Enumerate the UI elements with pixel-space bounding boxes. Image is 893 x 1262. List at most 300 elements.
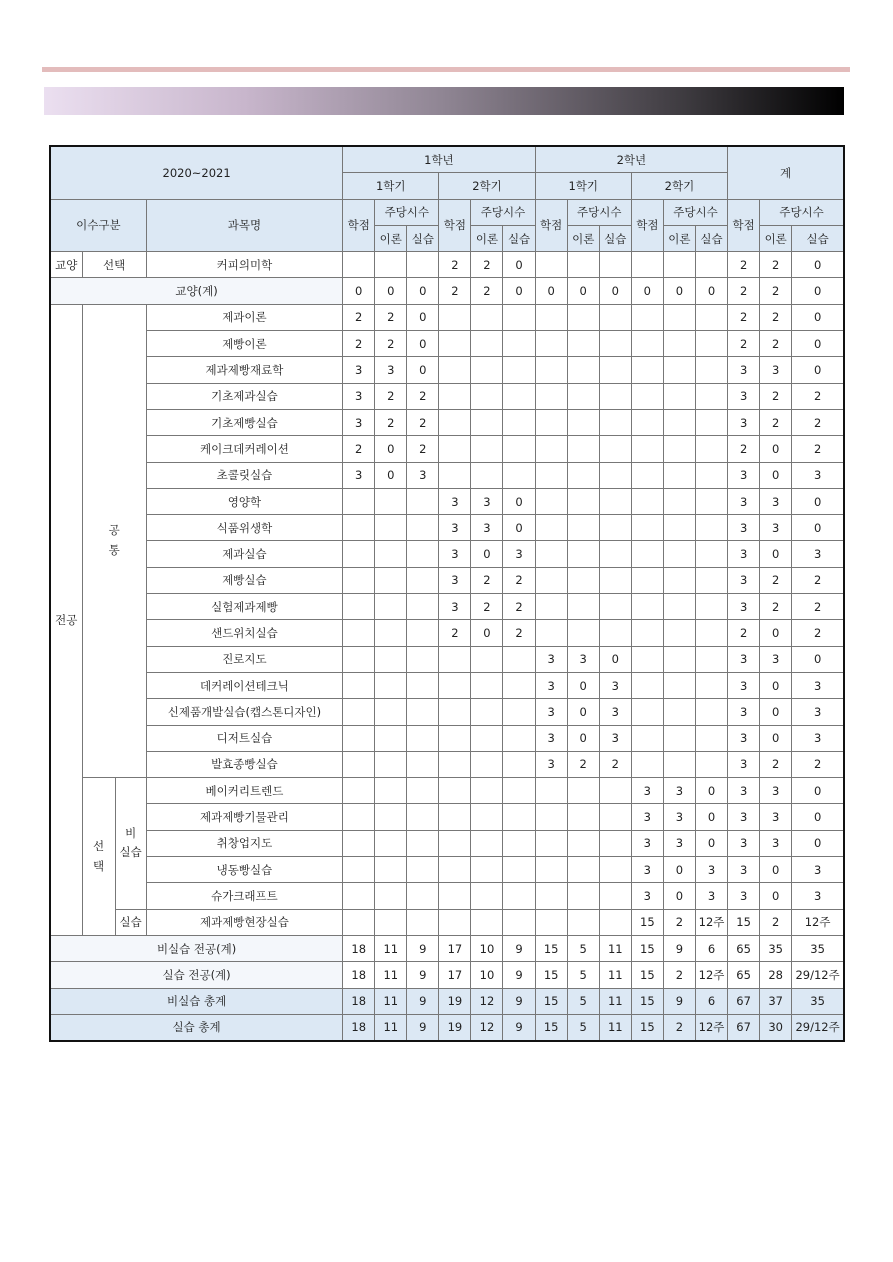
value-cell: [567, 620, 599, 646]
table-row: [50, 620, 844, 646]
value-cell: 3: [792, 462, 844, 488]
value-cell: 9: [503, 988, 535, 1014]
value-cell: 5: [567, 988, 599, 1014]
value-cell: 3: [663, 830, 695, 856]
value-cell: [343, 830, 375, 856]
value-cell: [439, 883, 471, 909]
theory-header: 이론: [375, 225, 407, 251]
value-cell: [663, 751, 695, 777]
value-cell: 2: [760, 331, 792, 357]
category-gongtong: 공 통: [82, 304, 146, 777]
value-cell: [535, 383, 567, 409]
value-cell: [471, 672, 503, 698]
value-cell: 2: [728, 304, 760, 330]
value-cell: 2: [375, 409, 407, 435]
value-cell: 0: [407, 304, 439, 330]
value-cell: [407, 699, 439, 725]
value-cell: [375, 541, 407, 567]
value-cell: 3: [760, 488, 792, 514]
value-cell: 11: [375, 1014, 407, 1041]
value-cell: [375, 567, 407, 593]
value-cell: 15: [631, 909, 663, 935]
table-row: [50, 383, 844, 409]
value-cell: 3: [792, 725, 844, 751]
value-cell: 0: [663, 857, 695, 883]
value-cell: 11: [599, 1014, 631, 1041]
value-cell: [599, 409, 631, 435]
value-cell: 6: [695, 988, 727, 1014]
subject-name: 베이커리트렌드: [146, 778, 342, 804]
value-cell: [631, 304, 663, 330]
value-cell: 2: [503, 567, 535, 593]
value-cell: [663, 725, 695, 751]
value-cell: [471, 751, 503, 777]
value-cell: 2: [760, 278, 792, 304]
value-cell: [503, 699, 535, 725]
value-cell: [407, 620, 439, 646]
value-cell: 2: [760, 383, 792, 409]
value-cell: [567, 830, 599, 856]
value-cell: 12: [471, 988, 503, 1014]
value-cell: 9: [407, 935, 439, 961]
value-cell: 3: [728, 804, 760, 830]
value-cell: [663, 488, 695, 514]
value-cell: [343, 541, 375, 567]
value-cell: [375, 252, 407, 278]
value-cell: [407, 594, 439, 620]
value-cell: 0: [792, 515, 844, 541]
value-cell: [503, 409, 535, 435]
value-cell: 9: [663, 988, 695, 1014]
value-cell: 2: [728, 436, 760, 462]
table-row: [50, 488, 844, 514]
weekly-hours-header: 주당시수: [760, 199, 844, 225]
value-cell: [503, 751, 535, 777]
subject-name: 제과이론: [146, 304, 342, 330]
value-cell: 3: [535, 646, 567, 672]
category-bisilseup: 비 실습: [115, 778, 146, 909]
value-cell: 3: [599, 725, 631, 751]
value-cell: 2: [792, 383, 844, 409]
gradient-banner: [44, 87, 844, 115]
value-cell: [663, 304, 695, 330]
value-cell: 2: [439, 278, 471, 304]
value-cell: 2: [407, 409, 439, 435]
value-cell: [471, 331, 503, 357]
value-cell: [343, 488, 375, 514]
value-cell: [407, 778, 439, 804]
value-cell: 10: [471, 962, 503, 988]
value-cell: [695, 331, 727, 357]
table-row: [50, 646, 844, 672]
value-cell: 0: [503, 515, 535, 541]
value-cell: [695, 751, 727, 777]
table-row: [50, 304, 844, 330]
value-cell: [567, 541, 599, 567]
value-cell: [599, 830, 631, 856]
value-cell: 3: [471, 488, 503, 514]
value-cell: [695, 725, 727, 751]
value-cell: [503, 883, 535, 909]
value-cell: 3: [760, 515, 792, 541]
subject-name: 슈가크래프트: [146, 883, 342, 909]
value-cell: [471, 909, 503, 935]
value-cell: 2: [567, 751, 599, 777]
weekly-hours-header: 주당시수: [375, 199, 439, 225]
value-cell: [663, 646, 695, 672]
value-cell: 0: [695, 804, 727, 830]
table-row: [50, 751, 844, 777]
value-cell: 3: [343, 409, 375, 435]
value-cell: [663, 672, 695, 698]
value-cell: [535, 252, 567, 278]
value-cell: [471, 357, 503, 383]
value-cell: [695, 357, 727, 383]
value-cell: 2: [471, 594, 503, 620]
value-cell: [599, 488, 631, 514]
value-cell: 11: [375, 988, 407, 1014]
value-cell: [343, 909, 375, 935]
value-cell: [439, 436, 471, 462]
table-row: [50, 409, 844, 435]
value-cell: 2: [760, 909, 792, 935]
value-cell: 0: [760, 672, 792, 698]
value-cell: 2: [792, 594, 844, 620]
value-cell: 2: [375, 331, 407, 357]
value-cell: 3: [343, 357, 375, 383]
value-cell: [375, 725, 407, 751]
value-cell: 2: [471, 252, 503, 278]
value-cell: 2: [760, 252, 792, 278]
value-cell: [343, 699, 375, 725]
value-cell: [503, 304, 535, 330]
value-cell: [503, 646, 535, 672]
value-cell: [663, 567, 695, 593]
value-cell: 0: [792, 357, 844, 383]
value-cell: [599, 804, 631, 830]
value-cell: [375, 620, 407, 646]
value-cell: 18: [343, 988, 375, 1014]
value-cell: 18: [343, 962, 375, 988]
subject-name: 케이크데커레이션: [146, 436, 342, 462]
value-cell: 11: [599, 962, 631, 988]
value-cell: [535, 488, 567, 514]
value-cell: 9: [503, 935, 535, 961]
value-cell: 3: [439, 594, 471, 620]
value-cell: 2: [407, 436, 439, 462]
value-cell: [503, 357, 535, 383]
value-cell: [439, 909, 471, 935]
value-cell: 3: [728, 357, 760, 383]
summary-row: [50, 962, 844, 988]
credit-header: 학점: [535, 199, 567, 252]
theory-header: 이론: [663, 225, 695, 251]
value-cell: [343, 725, 375, 751]
value-cell: [599, 462, 631, 488]
value-cell: 11: [375, 935, 407, 961]
value-cell: [695, 672, 727, 698]
value-cell: [631, 594, 663, 620]
value-cell: 12주: [695, 1014, 727, 1041]
value-cell: [535, 462, 567, 488]
value-cell: 29/12주: [792, 1014, 844, 1041]
value-cell: 3: [535, 751, 567, 777]
value-cell: [375, 830, 407, 856]
value-cell: [471, 725, 503, 751]
value-cell: [631, 541, 663, 567]
value-cell: [631, 436, 663, 462]
value-cell: 0: [375, 436, 407, 462]
value-cell: 11: [599, 935, 631, 961]
summary-label: 비실습 총계: [50, 988, 343, 1014]
value-cell: [535, 436, 567, 462]
value-cell: [343, 804, 375, 830]
practice-header: 실습: [407, 225, 439, 251]
value-cell: [663, 436, 695, 462]
value-cell: 3: [631, 778, 663, 804]
value-cell: 0: [760, 462, 792, 488]
value-cell: 2: [760, 409, 792, 435]
value-cell: 3: [567, 646, 599, 672]
weekly-hours-header: 주당시수: [567, 199, 631, 225]
value-cell: [407, 804, 439, 830]
value-cell: [631, 252, 663, 278]
table-row: [50, 278, 844, 304]
weekly-hours-header: 주당시수: [471, 199, 535, 225]
value-cell: [535, 830, 567, 856]
value-cell: [343, 672, 375, 698]
value-cell: [631, 357, 663, 383]
category-header: 이수구분: [50, 199, 146, 252]
value-cell: [407, 725, 439, 751]
value-cell: 17: [439, 935, 471, 961]
value-cell: 2: [792, 567, 844, 593]
value-cell: 2: [728, 620, 760, 646]
value-cell: 3: [471, 515, 503, 541]
value-cell: [407, 751, 439, 777]
value-cell: 30: [760, 1014, 792, 1041]
value-cell: [631, 725, 663, 751]
value-cell: [567, 515, 599, 541]
value-cell: 3: [728, 883, 760, 909]
value-cell: [567, 567, 599, 593]
value-cell: [471, 462, 503, 488]
value-cell: 15: [535, 962, 567, 988]
value-cell: [567, 436, 599, 462]
y2-sem1-header: 1학기: [535, 173, 631, 199]
value-cell: 3: [631, 830, 663, 856]
subject-name: 기초제빵실습: [146, 409, 342, 435]
value-cell: 35: [760, 935, 792, 961]
value-cell: 0: [792, 778, 844, 804]
value-cell: [599, 594, 631, 620]
value-cell: [503, 830, 535, 856]
value-cell: [407, 646, 439, 672]
value-cell: [503, 436, 535, 462]
value-cell: 11: [599, 988, 631, 1014]
value-cell: [567, 857, 599, 883]
subject-name: 커피의미학: [146, 252, 342, 278]
value-cell: 2: [663, 962, 695, 988]
value-cell: 2: [663, 1014, 695, 1041]
value-cell: [471, 830, 503, 856]
category-gyoyang: 교양: [50, 252, 82, 278]
value-cell: 15: [631, 962, 663, 988]
value-cell: [471, 857, 503, 883]
table-row: [50, 830, 844, 856]
table-row: [50, 515, 844, 541]
value-cell: 65: [728, 962, 760, 988]
y1-sem2-header: 2학기: [439, 173, 535, 199]
value-cell: 3: [760, 804, 792, 830]
value-cell: 9: [407, 988, 439, 1014]
subject-name: 데커레이션테크닉: [146, 672, 342, 698]
value-cell: [439, 331, 471, 357]
value-cell: 3: [631, 857, 663, 883]
value-cell: [375, 672, 407, 698]
value-cell: 3: [535, 725, 567, 751]
value-cell: [631, 331, 663, 357]
value-cell: 0: [567, 672, 599, 698]
value-cell: [407, 488, 439, 514]
table-row: [50, 357, 844, 383]
value-cell: [375, 909, 407, 935]
weekly-hours-header: 주당시수: [663, 199, 727, 225]
table-row: [50, 778, 844, 804]
theory-header: 이론: [567, 225, 599, 251]
value-cell: [695, 699, 727, 725]
value-cell: [343, 883, 375, 909]
value-cell: 9: [663, 935, 695, 961]
value-cell: [439, 304, 471, 330]
theory-header: 이론: [471, 225, 503, 251]
value-cell: [439, 699, 471, 725]
value-cell: [343, 751, 375, 777]
value-cell: 3: [439, 541, 471, 567]
value-cell: 2: [760, 594, 792, 620]
table-row: [50, 436, 844, 462]
value-cell: 3: [728, 646, 760, 672]
value-cell: [567, 331, 599, 357]
value-cell: [567, 252, 599, 278]
table-row: [50, 252, 844, 278]
value-cell: 15: [631, 988, 663, 1014]
value-cell: 0: [760, 541, 792, 567]
value-cell: [503, 804, 535, 830]
value-cell: 2: [343, 331, 375, 357]
value-cell: 2: [792, 620, 844, 646]
value-cell: 3: [728, 751, 760, 777]
value-cell: 3: [728, 830, 760, 856]
summary-row: [50, 935, 844, 961]
value-cell: [663, 699, 695, 725]
value-cell: 3: [728, 699, 760, 725]
value-cell: [695, 567, 727, 593]
value-cell: [407, 672, 439, 698]
value-cell: 35: [792, 988, 844, 1014]
value-cell: 15: [631, 935, 663, 961]
value-cell: 3: [728, 725, 760, 751]
value-cell: 2: [407, 383, 439, 409]
value-cell: 2: [792, 751, 844, 777]
value-cell: 6: [695, 935, 727, 961]
value-cell: [535, 620, 567, 646]
value-cell: 19: [439, 988, 471, 1014]
value-cell: 3: [439, 488, 471, 514]
value-cell: 0: [567, 699, 599, 725]
value-cell: [503, 909, 535, 935]
value-cell: [407, 857, 439, 883]
value-cell: [567, 594, 599, 620]
table-row: [50, 331, 844, 357]
value-cell: 3: [439, 515, 471, 541]
curriculum-body: [50, 252, 844, 1041]
value-cell: [535, 567, 567, 593]
subject-name: 실험제과제빵: [146, 594, 342, 620]
table-row: [50, 594, 844, 620]
value-cell: 28: [760, 962, 792, 988]
value-cell: 15: [535, 935, 567, 961]
value-cell: [375, 804, 407, 830]
subject-name: 발효종빵실습: [146, 751, 342, 777]
value-cell: [407, 252, 439, 278]
value-cell: [343, 252, 375, 278]
value-cell: 3: [343, 383, 375, 409]
value-cell: [663, 594, 695, 620]
value-cell: 2: [760, 567, 792, 593]
value-cell: [663, 462, 695, 488]
subject-name: 제과제빵기물관리: [146, 804, 342, 830]
value-cell: 3: [760, 830, 792, 856]
value-cell: 37: [760, 988, 792, 1014]
year-range-header: 2020~2021: [50, 146, 343, 199]
value-cell: 2: [728, 252, 760, 278]
value-cell: [535, 409, 567, 435]
subject-name: 진로지도: [146, 646, 342, 672]
credit-header: 학점: [343, 199, 375, 252]
credit-header: 학점: [439, 199, 471, 252]
summary-label: 실습 총계: [50, 1014, 343, 1041]
category-silseup: 실습: [115, 909, 146, 935]
value-cell: [535, 357, 567, 383]
value-cell: [599, 357, 631, 383]
practice-header: 실습: [599, 225, 631, 251]
value-cell: 12주: [695, 909, 727, 935]
value-cell: [631, 620, 663, 646]
value-cell: [503, 383, 535, 409]
value-cell: 3: [503, 541, 535, 567]
value-cell: 3: [535, 672, 567, 698]
value-cell: [695, 383, 727, 409]
value-cell: [439, 830, 471, 856]
value-cell: 3: [407, 462, 439, 488]
value-cell: 3: [728, 515, 760, 541]
value-cell: 0: [792, 278, 844, 304]
value-cell: 0: [695, 830, 727, 856]
value-cell: [375, 488, 407, 514]
value-cell: 11: [375, 962, 407, 988]
value-cell: 0: [503, 252, 535, 278]
value-cell: [663, 252, 695, 278]
category-seontaek-major: 선 택: [82, 778, 115, 936]
value-cell: 65: [728, 935, 760, 961]
value-cell: 2: [792, 436, 844, 462]
value-cell: [599, 304, 631, 330]
value-cell: 3: [792, 699, 844, 725]
value-cell: [663, 357, 695, 383]
value-cell: [535, 804, 567, 830]
table-row: [50, 883, 844, 909]
